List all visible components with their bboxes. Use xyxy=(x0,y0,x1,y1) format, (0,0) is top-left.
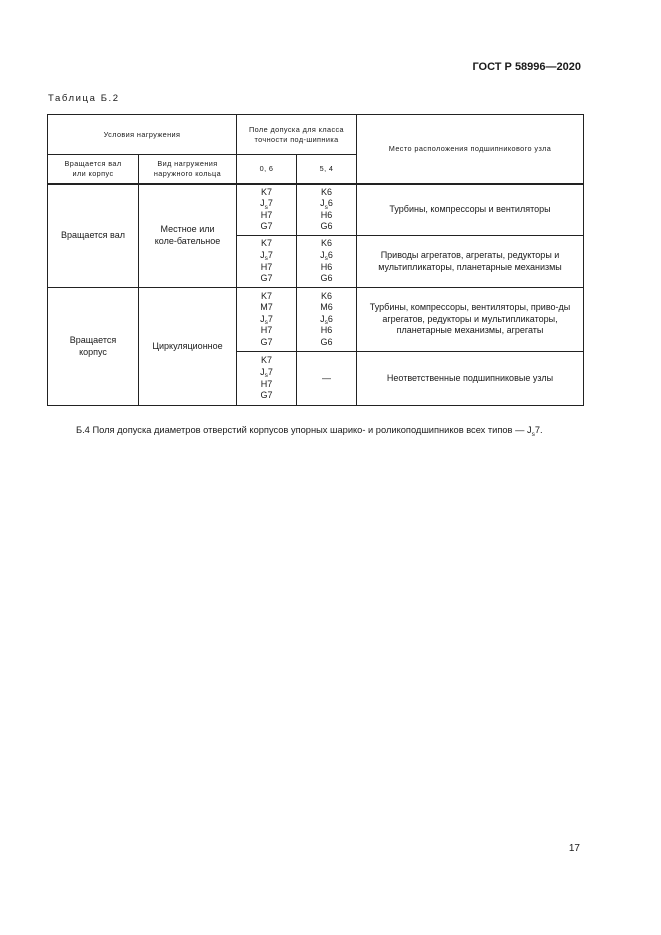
fit-grade: 7 xyxy=(267,209,273,220)
tolerance-value xyxy=(237,262,296,274)
fit-subscript: s xyxy=(264,255,268,263)
fit-grade: 7 xyxy=(267,198,273,209)
tolerance-table xyxy=(47,114,583,408)
header-location: Место расположения подшипникового узла xyxy=(357,115,584,184)
tolerance-value xyxy=(237,325,296,337)
fit-letter: J xyxy=(320,198,325,209)
tolerance-value xyxy=(297,238,356,250)
fit-subscript: s xyxy=(264,372,268,380)
table-caption: Таблица Б.2 xyxy=(48,93,120,104)
fit-letter: G xyxy=(260,390,268,401)
fit-letter: J xyxy=(320,249,325,260)
tolerance-cell xyxy=(237,288,297,352)
fit-subscript: s xyxy=(324,319,328,327)
fit-grade: 6 xyxy=(327,186,333,197)
fit-grade: 6 xyxy=(327,238,333,249)
header-tolerance-field: Поле допуска для класса точности под-шипника xyxy=(237,115,357,155)
page-number: 17 xyxy=(568,843,580,854)
fit-subscript: s xyxy=(264,203,268,211)
tolerance-value xyxy=(237,367,296,379)
group-load-circulating: Циркуляционное xyxy=(139,288,237,406)
fit-grade: 6 xyxy=(327,209,333,220)
fit-grade: 7 xyxy=(267,325,273,336)
fit-letter: J xyxy=(260,313,265,324)
tolerance-value xyxy=(297,187,356,199)
fit-grade: 7 xyxy=(267,355,273,366)
tolerance-value xyxy=(237,302,296,314)
fit-letter: J xyxy=(526,425,532,435)
fit-grade: 6 xyxy=(327,221,333,232)
tolerance-cell xyxy=(237,236,297,288)
fit-letter: H xyxy=(320,325,328,336)
fit-letter: M xyxy=(320,302,328,313)
tolerance-value xyxy=(297,262,356,274)
fit-letter: K xyxy=(260,355,267,366)
tolerance-value xyxy=(237,238,296,250)
fit-grade: 7 xyxy=(267,290,273,301)
fit-letter: M xyxy=(260,302,268,313)
fit-letter: K xyxy=(260,290,267,301)
tolerance-value xyxy=(297,273,356,285)
tolerance-value xyxy=(297,210,356,222)
standard-code: ГОСТ Р 58996—2020 xyxy=(472,61,581,73)
tolerance-cell xyxy=(237,352,297,406)
fit-grade: 7 xyxy=(267,261,273,272)
fit-grade: 7 xyxy=(534,425,541,435)
fit-grade: 7 xyxy=(267,238,273,249)
note-fit xyxy=(526,425,541,438)
tolerance-value xyxy=(237,198,296,210)
location-cell: Неответственные подшипниковые узлы xyxy=(357,352,584,406)
fit-letter: H xyxy=(320,209,328,220)
fit-subscript: s xyxy=(531,430,535,438)
fit-grade: 6 xyxy=(327,336,333,347)
tolerance-cell xyxy=(297,184,357,236)
fit-grade: 6 xyxy=(327,325,333,336)
header-class-06: 0, 6 xyxy=(237,155,297,184)
fit-letter: G xyxy=(260,336,268,347)
fit-grade: 7 xyxy=(267,336,273,347)
fit-grade: 6 xyxy=(327,249,333,260)
tolerance-dash: — xyxy=(297,352,357,406)
tolerance-value xyxy=(237,221,296,233)
fit-letter: K xyxy=(320,186,327,197)
fit-letter: G xyxy=(320,273,328,284)
location-cell: Турбины, компрессоры, вентиляторы, приво-ды агрегатов, редукторы и мультипликаторы, планетарные механизмы, агрегаты xyxy=(357,288,584,352)
fit-letter: J xyxy=(260,198,265,209)
fit-grade: 7 xyxy=(267,273,273,284)
fit-grade: 7 xyxy=(267,186,273,197)
tolerance-value xyxy=(237,273,296,285)
tolerance-cell xyxy=(237,184,297,236)
header-rotates: Вращается вал или корпус xyxy=(48,155,139,184)
fit-letter: H xyxy=(260,209,268,220)
tolerance-value xyxy=(297,291,356,303)
fit-grade: 7 xyxy=(267,378,273,389)
header-load-type: Вид нагружения наружного кольца xyxy=(139,155,237,184)
note-text: Б.4 Поля допуска диаметров отверстий корпусов упорных шарико- и роликоподшипников всех типов — xyxy=(76,425,527,435)
group-rotates-shaft: Вращается вал xyxy=(48,184,139,288)
tolerance-value xyxy=(297,302,356,314)
fit-letter: H xyxy=(260,261,268,272)
header-class-54: 5, 4 xyxy=(297,155,357,184)
fit-letter: J xyxy=(260,366,265,377)
tolerance-value xyxy=(237,187,296,199)
fit-grade: 6 xyxy=(327,302,333,313)
fit-grade: 7 xyxy=(267,221,273,232)
fit-letter: G xyxy=(320,221,328,232)
fit-letter: J xyxy=(320,313,325,324)
fit-letter: H xyxy=(320,261,328,272)
fit-letter: K xyxy=(320,290,327,301)
fit-letter: K xyxy=(320,238,327,249)
fit-grade: 6 xyxy=(327,198,333,209)
fit-grade: 7 xyxy=(267,313,273,324)
tolerance-value xyxy=(297,250,356,262)
fit-grade: 7 xyxy=(267,249,273,260)
fit-subscript: s xyxy=(324,203,328,211)
tolerance-value xyxy=(297,325,356,337)
fit-subscript: s xyxy=(324,255,328,263)
tolerance-cell xyxy=(297,288,357,352)
tolerance-value xyxy=(297,314,356,326)
location-cell: Приводы агрегатов, агрегаты, редукторы и мультипликаторы, планетарные механизмы xyxy=(357,236,584,288)
fit-grade: 6 xyxy=(327,290,333,301)
fit-letter: G xyxy=(260,221,268,232)
tolerance-cell xyxy=(297,236,357,288)
location-cell: Турбины, компрессоры и вентиляторы xyxy=(357,184,584,236)
note-b4 xyxy=(76,425,543,438)
fit-subscript: s xyxy=(264,319,268,327)
fit-letter: J xyxy=(260,249,265,260)
fit-letter: H xyxy=(260,378,268,389)
tolerance-value xyxy=(297,337,356,349)
tolerance-value xyxy=(237,337,296,349)
fit-letter: G xyxy=(320,336,328,347)
fit-grade: 6 xyxy=(327,261,333,272)
fit-letter: G xyxy=(260,273,268,284)
tolerance-value xyxy=(237,250,296,262)
tolerance-value xyxy=(297,221,356,233)
fit-grade: 7 xyxy=(267,366,273,377)
fit-letter: K xyxy=(260,238,267,249)
fit-grade: 6 xyxy=(327,313,333,324)
fit-grade: 7 xyxy=(267,390,273,401)
fit-letter: H xyxy=(260,325,268,336)
tolerance-value xyxy=(237,210,296,222)
note-end: . xyxy=(540,425,543,435)
header-load-conditions: Условия нагружения xyxy=(48,115,237,155)
tolerance-value xyxy=(237,379,296,391)
tolerance-value xyxy=(237,291,296,303)
tolerance-value xyxy=(237,355,296,367)
tolerance-value xyxy=(297,198,356,210)
fit-grade: 7 xyxy=(267,302,273,313)
tolerance-value xyxy=(237,390,296,402)
tolerance-value xyxy=(237,314,296,326)
fit-letter: K xyxy=(260,186,267,197)
group-load-local: Местное или коле-бательное xyxy=(139,184,237,288)
fit-grade: 6 xyxy=(327,273,333,284)
group-rotates-housing: Вращается корпус xyxy=(48,288,139,406)
